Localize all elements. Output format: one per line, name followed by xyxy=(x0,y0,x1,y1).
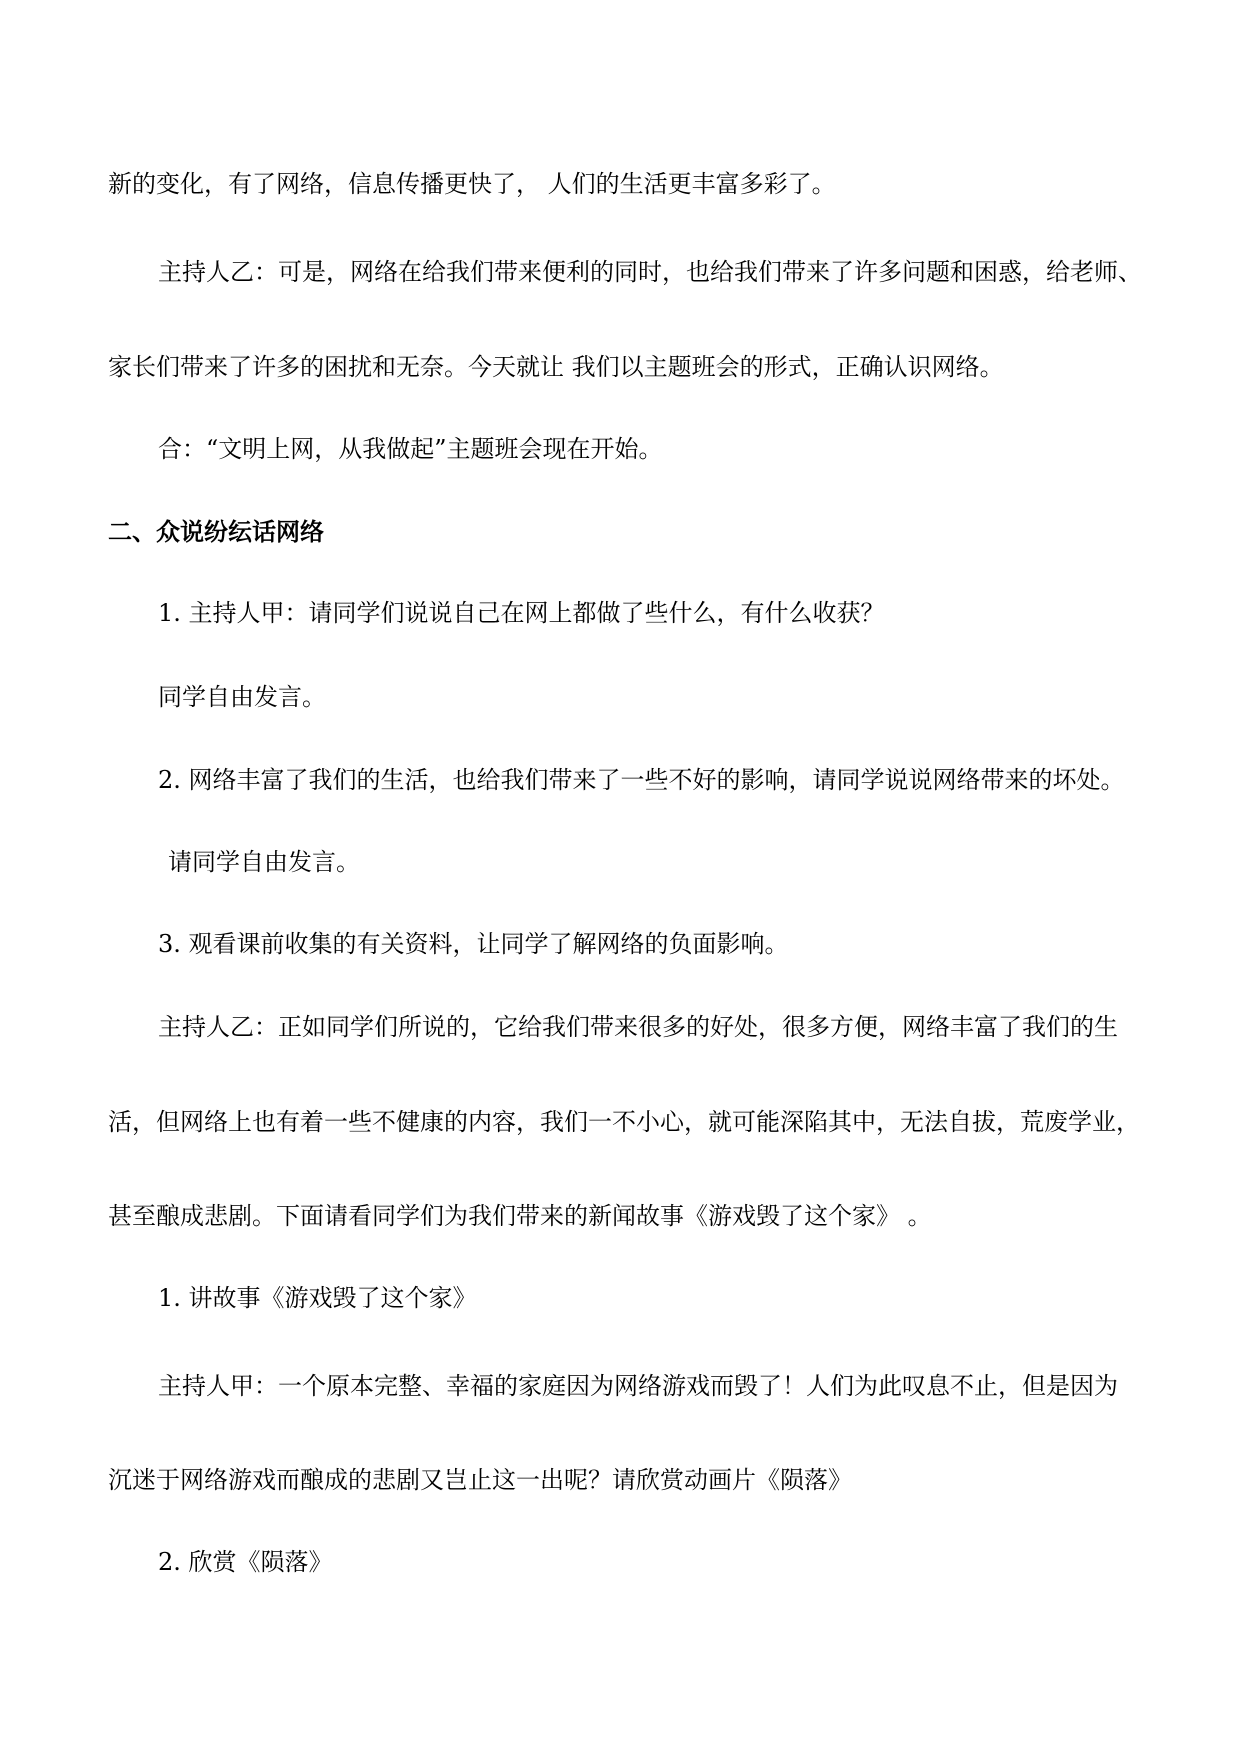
list-item: 2. 网络丰富了我们的生活，也给我们带来了一些不好的影响，请同学说说网络带来的坏处。 xyxy=(158,766,1125,794)
paragraph-line: 同学自由发言。 xyxy=(158,683,326,711)
paragraph-line: 活，但网络上也有着一些不健康的内容，我们一不小心，就可能深陷其中，无法自拔，荒废学业， xyxy=(108,1108,1140,1136)
paragraph-line: 家长们带来了许多的困扰和无奈。今天就让 我们以主题班会的形式，正确认识网络。 xyxy=(108,353,1004,381)
section-heading: 二、众说纷纭话网络 xyxy=(108,518,324,546)
paragraph-line: 请同学自由发言。 xyxy=(168,848,360,876)
list-item: 1. 主持人甲：请同学们说说自己在网上都做了些什么，有什么收获？ xyxy=(158,599,885,627)
paragraph-line: 主持人甲：一个原本完整、幸福的家庭因为网络游戏而毁了！人们为此叹息不止，但是因为 xyxy=(158,1372,1118,1400)
list-item: 3. 观看课前收集的有关资料，让同学了解网络的负面影响。 xyxy=(158,930,789,958)
paragraph-line: 沉迷于网络游戏而酿成的悲剧又岂止这一出呢？请欣赏动画片《陨落》 xyxy=(108,1466,852,1494)
paragraph-line: 主持人乙：可是，网络在给我们带来便利的同时，也给我们带来了许多问题和困惑，给老师、 xyxy=(158,258,1142,286)
paragraph-line: 合：“文明上网，从我做起”主题班会现在开始。 xyxy=(158,435,663,463)
paragraph-line: 甚至酿成悲剧。下面请看同学们为我们带来的新闻故事《游戏毁了这个家》 。 xyxy=(108,1202,932,1230)
paragraph-line: 新的变化，有了网络，信息传播更快了， 人们的生活更丰富多彩了。 xyxy=(108,170,836,198)
paragraph-line: 主持人乙：正如同学们所说的，它给我们带来很多的好处，很多方便，网络丰富了我们的生 xyxy=(158,1013,1118,1041)
list-item: 2. 欣赏《陨落》 xyxy=(158,1548,333,1576)
list-item: 1. 讲故事《游戏毁了这个家》 xyxy=(158,1284,477,1312)
